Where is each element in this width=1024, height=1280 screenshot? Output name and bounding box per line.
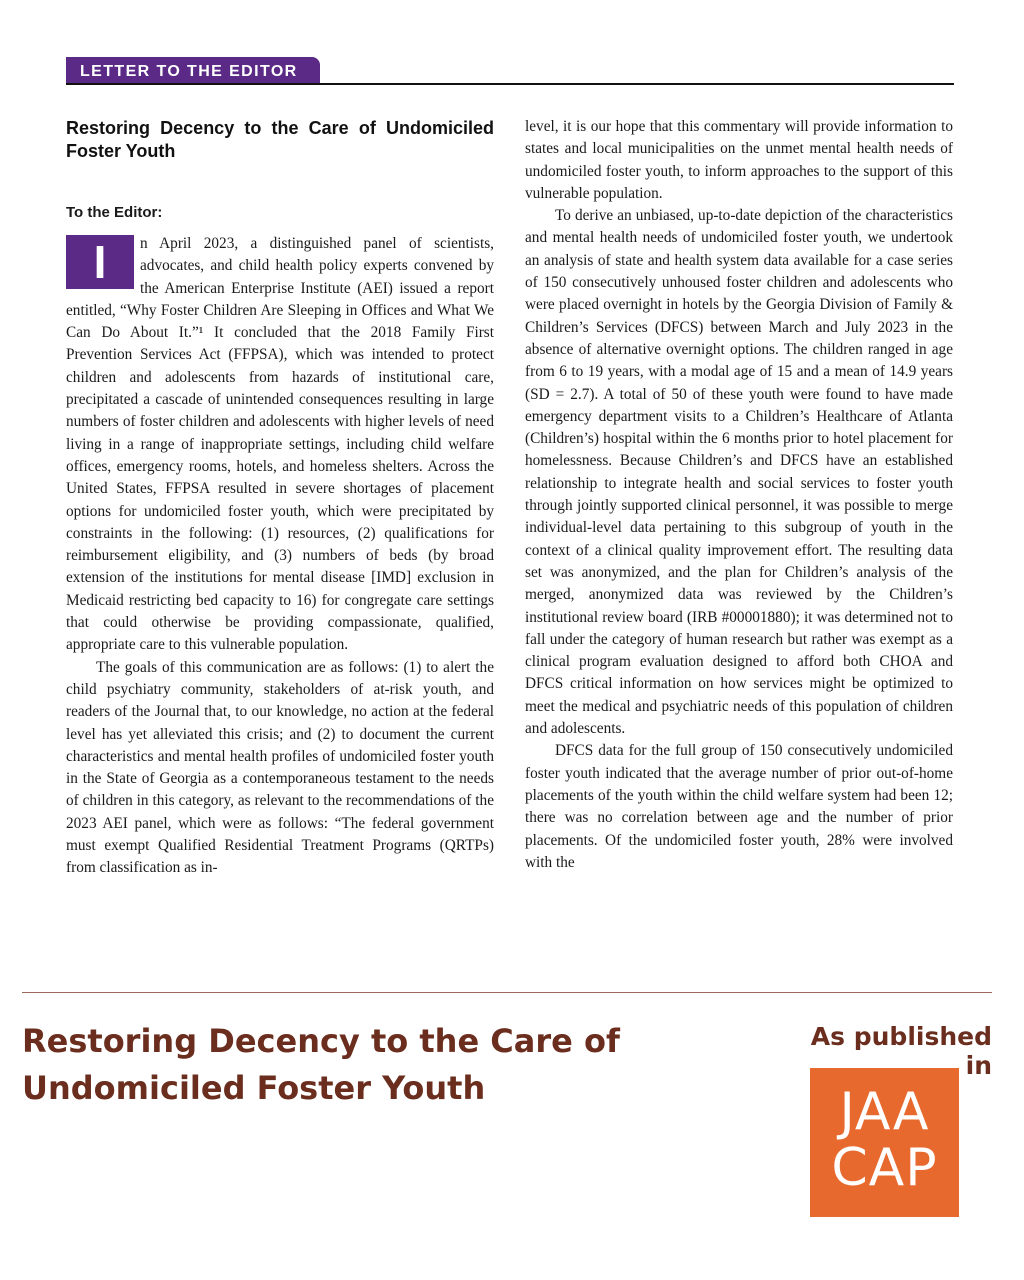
footer-title: Restoring Decency to the Care of Undomiciled Foster Youth xyxy=(22,1022,620,1107)
header-rule xyxy=(66,83,954,85)
logo-line-2: CAP xyxy=(831,1138,938,1198)
salutation: To the Editor: xyxy=(66,204,163,221)
right-column xyxy=(525,116,953,874)
left-column xyxy=(66,112,494,880)
right-paragraph-methods: To derive an unbiased, up-to-date depiction of the characteristics and mental health needs of undomiciled foster youth, we undertook an analysis of state and health system data available for a case series of 150 consecutively unhoused foster children and adolescents who were placed overnight in hotels by the Georgia Division of Family & Children’s Services (DFCS) between March and July 2023 in the absence of alternative overnight options. The children ranged in age from 6 to 19 years, with a modal age of 15 and a mean of 14.9 years (SD = 2.7). A total of 50 of these youth were found to have made emergency department visits to a Children’s Healthcare of Atlanta (Children’s) hospital within the 6 months prior to hotel placement for homelessness. Because Children’s and DFCS have an established relationship to integrate health and social services to foster youth through jointly supported clinical personnel, it was possible to merge individual-level data pertaining to this subgroup of youth in the context of a clinical quality improvement effort. The resulting data set was anonymized, and the plan for Children’s analysis of the merged, anonymized data was reviewed by the Children’s institutional review board (IRB #00001880); it was determined not to fall under the category of human research but rather was exempt as a clinical program evaluation designed to afford both CHOA and DFCS critical information on how services might be optimized to meet the medical and psychiatric needs of this population of children and adolescents. xyxy=(525,207,953,738)
second-paragraph: The goals of this communication are as follows: (1) to alert the child psychiatry community, stakeholders of at-risk youth, and readers of the Journal that, to our knowledge, no action at the federal level has yet alleviated this crisis; and (2) to document the current characteristics and mental health profiles of undomiciled foster youth in the State of Georgia as a contemporaneous testament to the needs of children in this category, as relevant to the recommendations of the 2023 AEI panel, which were as follows: “The federal government must exempt Qualified Residential Treatment Programs (QRTPs) from classification as in- xyxy=(66,658,494,877)
jaacap-logo xyxy=(810,1068,959,1217)
dropcap: I xyxy=(66,235,134,289)
logo-line-1: JAA xyxy=(839,1082,930,1142)
first-paragraph xyxy=(66,233,494,657)
article-title: Restoring Decency to the Care of Undomiciled Foster Youth xyxy=(66,118,494,161)
right-paragraph-continued: level, it is our hope that this commentary will provide information to states and local municipalities on the unmet mental health needs of undomiciled foster youth, to inform approaches to the support of this vulnerable population. xyxy=(525,118,953,202)
section-label: LETTER TO THE EDITOR xyxy=(66,57,320,84)
published-label: As published in xyxy=(810,1022,992,1080)
right-paragraph-results: DFCS data for the full group of 150 consecutively undomiciled foster youth indicated that the average number of prior out-of-home placements of the youth within the child welfare system had been 12; there was no correlation between age and the number of prior placements. Of the undomiciled foster youth, 28% were involved with the xyxy=(525,742,953,871)
paragraph-text: n April 2023, a distinguished panel of scientists, advocates, and child health policy experts convened by the American Enterprise Institute (AEI) issued a report entitled, “Why Foster Children Are Sleeping in Offices and What We Can Do About It.”¹ It concluded that the 2018 Family First Prevention Services Act (FFPSA), which was intended to protect children and adolescents from hazards of institutional care, precipitated a cascade of unintended consequences resulting in large numbers of foster children and adolescents with higher levels of need living in a range of inappropriate settings, including child welfare offices, emergency rooms, hotels, and homeless shelters. Across the United States, FFPSA resulted in severe shortages of placement options for undomiciled foster youth, which were precipitated by constraints in the following: (1) resources, (2) qualifications for reimbursement eligibility, and (3) numbers of beds (by broad extension of the institutions for mental disease [IMD] exclusion in Medicaid restricting bed capacity to 16) for congregate care settings that could otherwise be providing compassionate, qualified, appropriate care to this vulnerable population. xyxy=(66,235,494,654)
footer-divider xyxy=(22,992,992,993)
